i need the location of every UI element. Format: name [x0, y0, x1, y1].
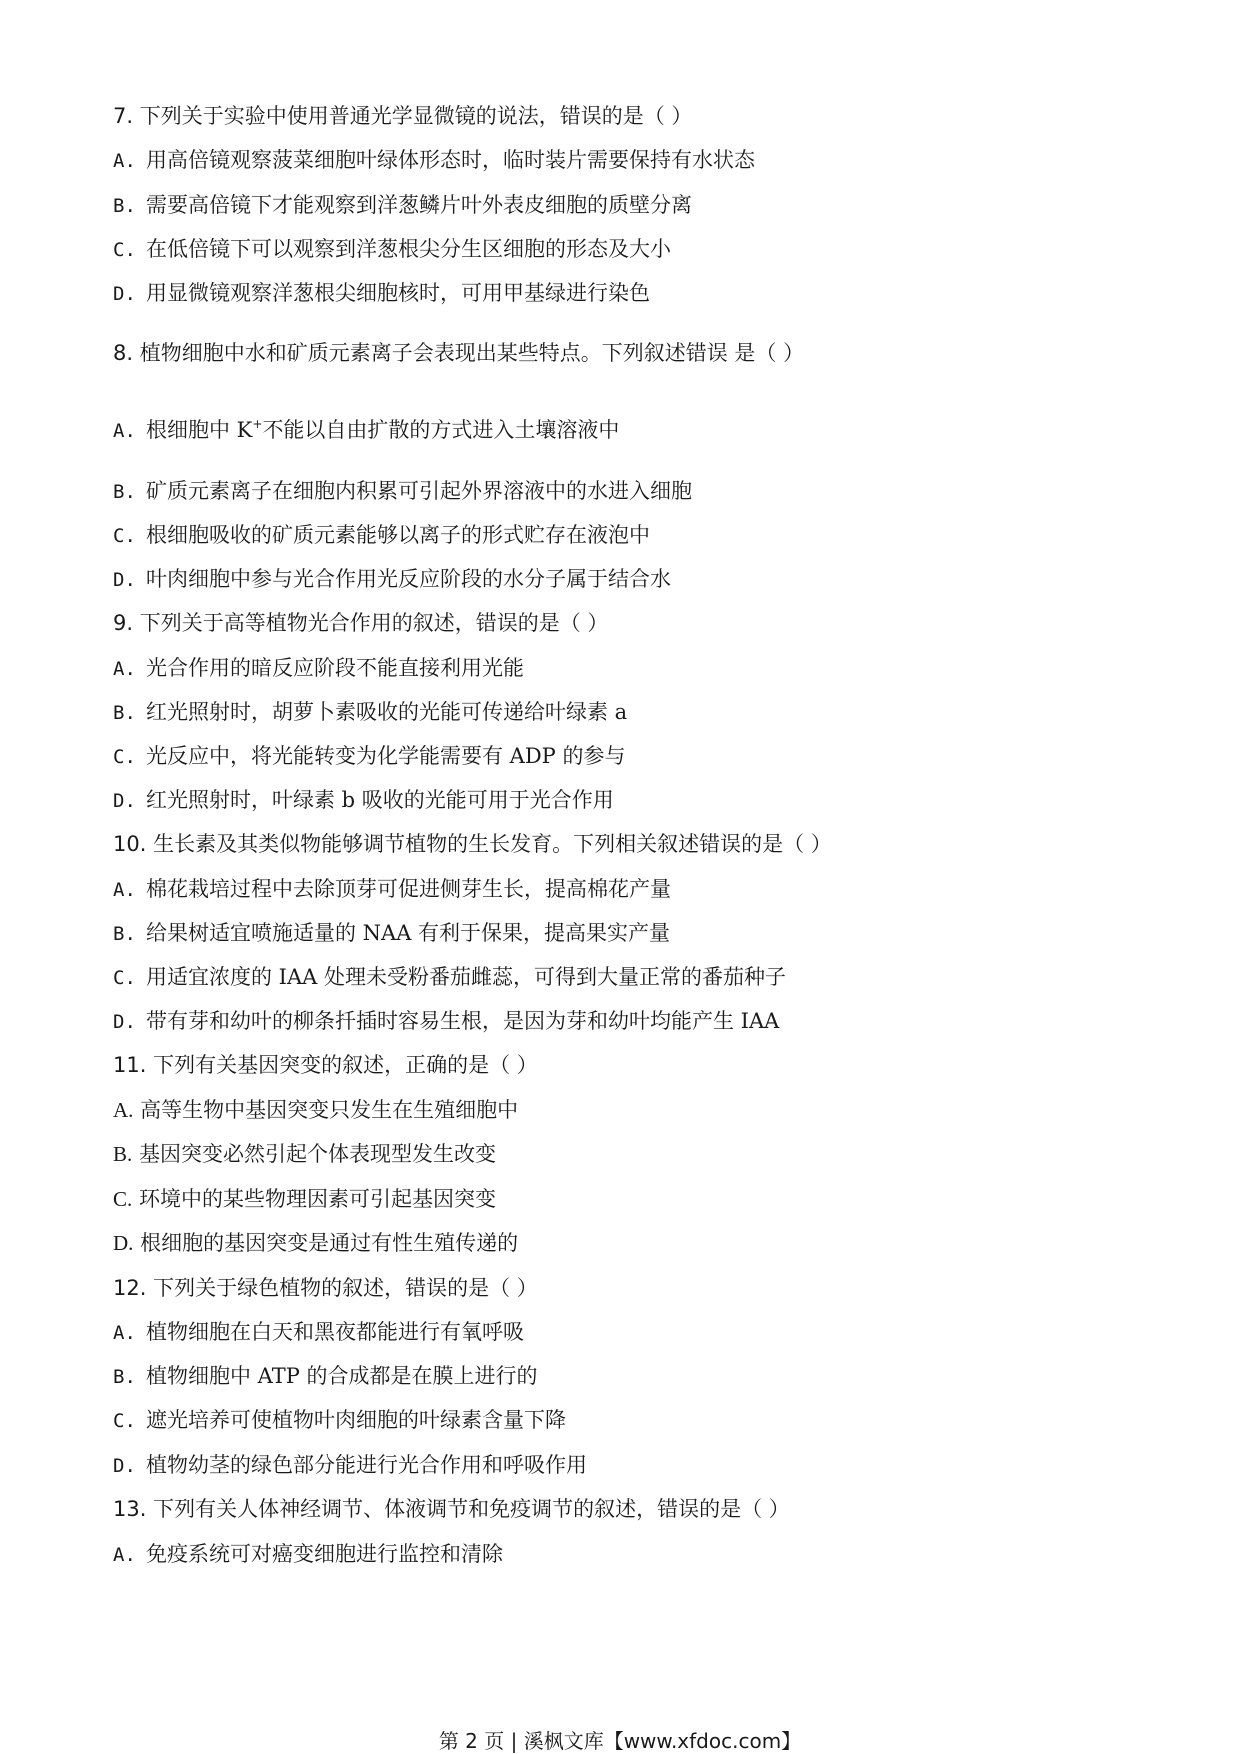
- option-letter: B.: [113, 195, 136, 217]
- q8-option-a: [113, 416, 619, 445]
- option-text: 根细胞的基因突变是通过有性生殖传递的: [140, 1231, 519, 1255]
- question-text: 下列关于绿色植物的叙述，错误的是（ ）: [153, 1276, 538, 1300]
- option-letter: B.: [113, 702, 136, 724]
- question-9-stem: [113, 609, 608, 637]
- q12-option-d: [113, 1451, 587, 1480]
- question-number: 9.: [113, 611, 134, 635]
- option-text: 高等生物中基因突变只发生在生殖细胞中: [140, 1098, 519, 1122]
- question-text: 下列关于高等植物光合作用的叙述，错误的是（ ）: [139, 611, 609, 635]
- q7-option-b: [113, 191, 692, 220]
- question-number: 13.: [113, 1497, 147, 1521]
- option-text: 免疫系统可对癌变细胞进行监控和清除: [146, 1542, 503, 1566]
- option-text: 叶肉细胞中参与光合作用光反应阶段的水分子属于结合水: [146, 567, 671, 591]
- option-text: 植物细胞中 ATP 的合成都是在膜上进行的: [146, 1364, 538, 1388]
- option-letter: D.: [113, 1011, 136, 1033]
- question-number: 7.: [113, 104, 134, 128]
- option-letter: D.: [113, 283, 136, 305]
- option-text: 植物幼茎的绿色部分能进行光合作用和呼吸作用: [146, 1453, 587, 1477]
- option-text: 光合作用的暗反应阶段不能直接利用光能: [146, 656, 524, 680]
- question-10-stem: [113, 830, 832, 858]
- question-13-stem: [113, 1495, 790, 1523]
- option-text: 根细胞吸收的矿质元素能够以离子的形式贮存在液泡中: [146, 523, 650, 547]
- option-letter: A.: [113, 879, 136, 901]
- question-number: 12.: [113, 1276, 147, 1300]
- q11-option-d: [113, 1229, 518, 1257]
- option-letter: A.: [113, 1544, 136, 1566]
- q11-option-a: [113, 1096, 518, 1124]
- q13-option-a: [113, 1540, 503, 1569]
- question-number: 8.: [113, 341, 134, 365]
- question-text: 生长素及其类似物能够调节植物的生长发育。下列相关叙述错误的是（ ）: [153, 832, 832, 856]
- option-text: 棉花栽培过程中去除顶芽可促进侧芽生长，提高棉花产量: [146, 877, 671, 901]
- option-text: 用适宜浓度的 IAA 处理未受粉番茄雌蕊，可得到大量正常的番茄种子: [146, 965, 786, 989]
- option-text: 植物细胞在白天和黑夜都能进行有氧呼吸: [146, 1320, 524, 1344]
- option-text: 矿质元素离子在细胞内积累可引起外界溶液中的水进入细胞: [146, 479, 692, 503]
- page-footer: 第 2 页 | 溪枫文库【www.xfdoc.com】: [438, 1729, 802, 1753]
- option-letter: C.: [113, 525, 136, 547]
- option-letter: D.: [113, 1455, 136, 1477]
- option-letter: A.: [113, 658, 136, 680]
- q10-option-c: [113, 963, 786, 992]
- option-letter: A.: [113, 420, 136, 442]
- q8-option-d: [113, 565, 671, 594]
- q12-option-b: [113, 1362, 538, 1391]
- option-letter: D.: [113, 1231, 134, 1255]
- option-text: 带有芽和幼叶的柳条扦插时容易生根，是因为芽和幼叶均能产生 IAA: [146, 1009, 780, 1033]
- option-letter: D.: [113, 790, 136, 812]
- question-12-stem: [113, 1274, 538, 1302]
- option-letter: A.: [113, 1098, 134, 1122]
- question-text: 下列有关人体神经调节、体液调节和免疫调节的叙述，错误的是（ ）: [153, 1497, 790, 1521]
- option-letter: A.: [113, 150, 136, 172]
- option-letter: D.: [113, 569, 136, 591]
- q7-option-d: [113, 279, 650, 308]
- q8-option-c: [113, 521, 650, 550]
- q11-option-b: [113, 1140, 496, 1168]
- option-letter: C.: [113, 967, 136, 989]
- q10-option-d: [113, 1007, 779, 1036]
- option-text: 光反应中，将光能转变为化学能需要有 ADP 的参与: [146, 744, 626, 768]
- question-11-stem: [113, 1051, 538, 1079]
- option-text-cont: 不能以自由扩散的方式进入土壤溶液中: [262, 418, 620, 442]
- question-text: 下列关于实验中使用普通光学显微镜的说法，错误的是（ ）: [139, 104, 693, 128]
- option-text: 需要高倍镜下才能观察到洋葱鳞片叶外表皮细胞的质壁分离: [146, 193, 692, 217]
- q7-option-c: [113, 235, 671, 264]
- q10-option-b: [113, 919, 670, 948]
- option-text: 给果树适宜喷施适量的 NAA 有利于保果，提高果实产量: [146, 921, 671, 945]
- q12-option-a: [113, 1318, 524, 1347]
- option-letter: B.: [113, 481, 136, 503]
- option-letter: B.: [113, 923, 136, 945]
- q12-option-c: [113, 1406, 566, 1435]
- option-letter: B.: [113, 1366, 136, 1388]
- q9-option-b: [113, 698, 627, 727]
- q9-option-c: [113, 742, 625, 771]
- q8-option-b: [113, 477, 692, 506]
- q9-option-a: [113, 654, 524, 683]
- question-number: 11.: [113, 1053, 147, 1077]
- q11-option-c: [113, 1185, 496, 1213]
- q10-option-a: [113, 875, 671, 904]
- option-letter: C.: [113, 239, 136, 261]
- question-8-stem: [113, 339, 804, 367]
- q7-option-a: [113, 146, 755, 175]
- option-text: 红光照射时，叶绿素 b 吸收的光能可用于光合作用: [146, 788, 614, 812]
- question-7-stem: [113, 102, 692, 130]
- option-text: 环境中的某些物理因素可引起基因突变: [138, 1187, 496, 1211]
- question-text: 植物细胞中水和矿质元素离子会表现出某些特点。下列叙述错误 是（ ）: [139, 341, 805, 365]
- option-text: 在低倍镜下可以观察到洋葱根尖分生区细胞的形态及大小: [146, 237, 671, 261]
- option-text: 用高倍镜观察菠菜细胞叶绿体形态时，临时装片需要保持有水状态: [146, 148, 755, 172]
- option-letter: C.: [113, 1187, 133, 1211]
- q9-option-d: [113, 786, 614, 815]
- superscript-plus: +: [252, 417, 263, 431]
- option-text: 遮光培养可使植物叶肉细胞的叶绿素含量下降: [146, 1408, 566, 1432]
- option-text: 基因突变必然引起个体表现型发生改变: [138, 1142, 496, 1166]
- question-number: 10.: [113, 832, 147, 856]
- option-text: 根细胞中 K: [146, 418, 253, 442]
- option-text: 用显微镜观察洋葱根尖细胞核时，可用甲基绿进行染色: [146, 281, 650, 305]
- option-letter: B.: [113, 1142, 133, 1166]
- question-text: 下列有关基因突变的叙述，正确的是（ ）: [153, 1053, 538, 1077]
- option-letter: C.: [113, 1410, 136, 1432]
- option-letter: C.: [113, 746, 136, 768]
- option-letter: A.: [113, 1322, 136, 1344]
- option-text: 红光照射时，胡萝卜素吸收的光能可传递给叶绿素 a: [146, 700, 628, 724]
